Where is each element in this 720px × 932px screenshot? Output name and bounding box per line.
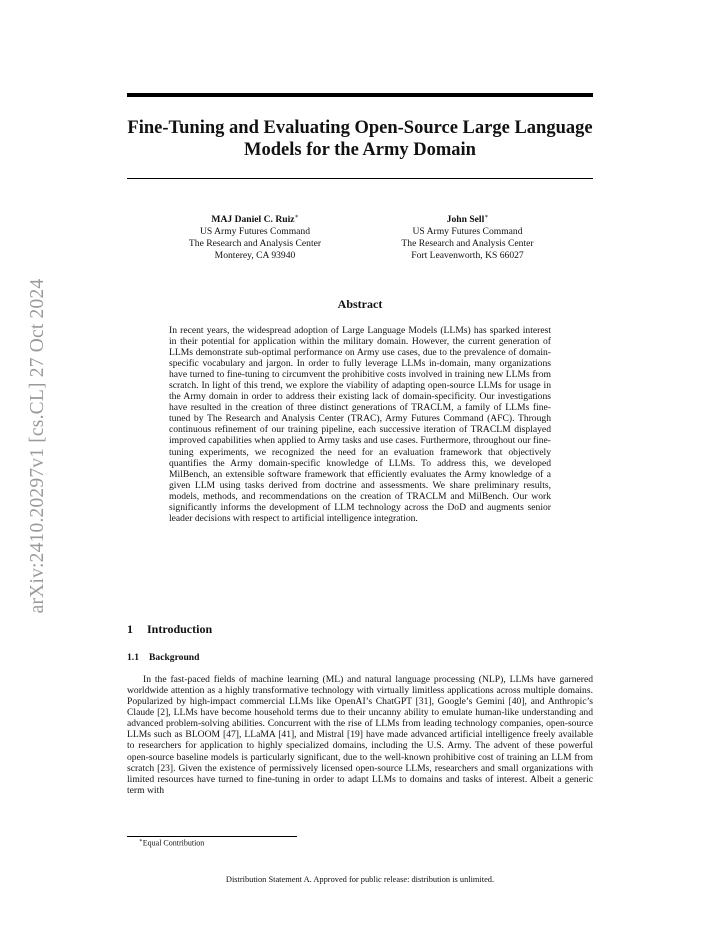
section-title: Introduction xyxy=(147,622,213,636)
paper-title: Fine-Tuning and Evaluating Open-Source Large Language Models for the Army Domain xyxy=(127,118,593,160)
author-name: John Sell xyxy=(446,214,485,226)
author-center: The Research and Analysis Center xyxy=(188,238,322,250)
subsection-heading-background xyxy=(127,652,199,663)
equal-contribution-mark: ∗ xyxy=(294,214,299,220)
author-location: Monterey, CA 93940 xyxy=(214,250,296,262)
author-block-2 xyxy=(375,211,560,262)
author-organization: US Army Futures Command xyxy=(412,226,523,238)
title-bottom-rule xyxy=(127,178,593,179)
equal-contribution-mark: ∗ xyxy=(484,214,489,220)
distribution-statement: Distribution Statement A. Approved for public release: distribution is unlimited. xyxy=(225,875,495,884)
footnote-text: Equal Contribution xyxy=(142,838,205,848)
subsection-number: 1.1 xyxy=(127,652,139,663)
abstract-text: In recent years, the widespread adoption of Large Language Models (LLMs) has sparked interest in their potential for application within the military domain. However, the current generation of LLMs demonstrate sub-optimal performance on Army use cases, due to the prevalence of domain-specific vocabulary and jargon. In order to fully leverage LLMs in-domain, many organizations have turned to fine-tuning to circumvent the prohibitive costs involved in training new LLMs from scratch. In light of this trend, we explore the viability of adapting open-source LLMs for usage in the Army domain in order to address their existing lack of domain-specificity. Our investigations have resulted in the creation of three distinct generations of TRACLM, a family of LLMs fine-tuned by The Research and Analysis Center (TRAC), Army Futures Command (AFC). Through continuous refinement of our training pipeline, each successive iteration of TRACLM displayed improved capabilities when applied to Army tasks and use cases. Furthermore, throughout our fine-tuning experiments, we recognized the need for an evaluation framework that objectively quantifies the Army domain-specific knowledge of LLMs. To address this, we developed MilBench, an extensible software framework that efficiently evaluates the Army knowledge of a given LLM using tasks derived from doctrine and assessments. We share preliminary results, models, methods, and recommendations on the creation of TRACLM and MilBench. Our work significantly informs the development of LLM technology across the DoD and augments senior leader decisions with respect to artificial intelligence integration. xyxy=(169,325,551,524)
author-block-1 xyxy=(160,211,350,262)
footnote-mark: ∗ xyxy=(139,838,143,844)
section-heading-introduction xyxy=(127,622,212,637)
section-number: 1 xyxy=(127,622,133,636)
footnote-rule xyxy=(127,836,297,837)
background-paragraph: In the fast-paced fields of machine learning (ML) and natural language processing (NLP), LLMs have garnered worldwide attention as a highly transformative technology with virtually limitless applications across multiple domains. Popularized by high-impact commercial LLMs like OpenAI’s ChatGPT [31], Google’s Gemini [40], and Anthropic’s Claude [2], LLMs have become household terms due to their uncanny ability to emulate human-like understanding and advanced problem-solving abilities. Concurrent with the rise of LLMs from leading technology companies, open-source LLMs such as BLOOM [47], LLaMA [41], and Mistral [19] have made advanced artificial intelligence freely available to researchers for application to highly specialized domains, including the U.S. Army. The advent of these powerful open-source baseline models is particularly significant, due to the well-known prohibitive cost of training an LLM from scratch [23]. Given the existence of permissively licensed open-source LLMs, researchers and small organizations with limited resources have turned to fine-tuning in order to adapt LLMs to domains and tasks of interest. Albeit a generic term with xyxy=(127,674,593,796)
abstract-heading: Abstract xyxy=(337,297,383,311)
title-top-rule xyxy=(127,93,593,97)
author-location: Fort Leavenworth, KS 66027 xyxy=(411,250,524,262)
subsection-title: Background xyxy=(149,652,200,663)
author-name: MAJ Daniel C. Ruiz xyxy=(211,214,295,226)
author-center: The Research and Analysis Center xyxy=(401,238,534,250)
arxiv-identifier-stamp: arXiv:2410.20297v1 [cs.CL] 27 Oct 2024 xyxy=(27,278,48,614)
author-organization: US Army Futures Command xyxy=(199,226,311,238)
footnote xyxy=(139,838,204,848)
